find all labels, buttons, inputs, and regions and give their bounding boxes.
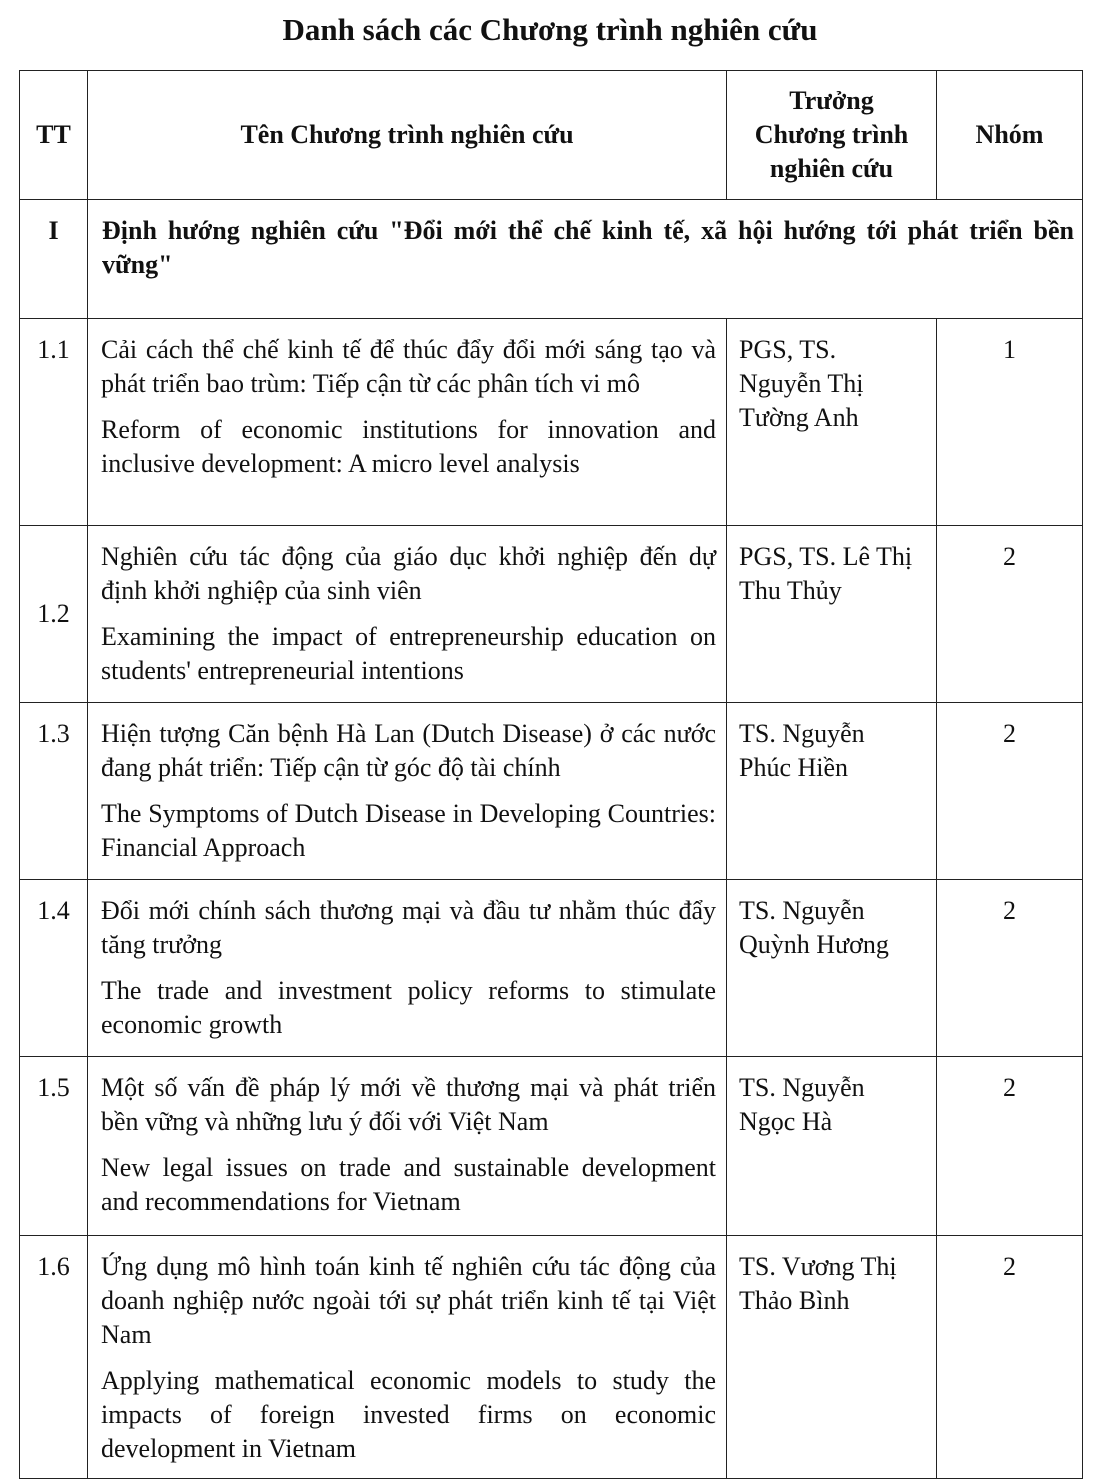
program-name-en: New legal issues on trade and sustainable development and recommendations for Vietnam: [101, 1153, 716, 1216]
program-name-vi: Ứng dụng mô hình toán kinh tế nghiên cứu tác động của doanh nghiệp nước ngoài tới sự phát triển kinh tế tại Việt Nam: [101, 1252, 716, 1349]
section-row: [20, 200, 1083, 319]
program-name-en: The Symptoms of Dutch Disease in Developing Countries: Financial Approach: [101, 799, 716, 862]
row-number: 1.3: [20, 703, 88, 880]
program-group: 2: [937, 703, 1083, 880]
row-number: 1.5: [20, 1057, 88, 1236]
header-tt: TT: [20, 71, 88, 200]
program-name-cell: [88, 880, 727, 1057]
program-name-vi: Đổi mới chính sách thương mại và đầu tư nhằm thúc đẩy tăng trưởng: [101, 896, 716, 959]
program-name-cell: [88, 319, 727, 526]
header-program-name: Tên Chương trình nghiên cứu: [88, 71, 727, 200]
program-name-cell: [88, 703, 727, 880]
header-program-leader: Trưởng Chương trình nghiên cứu: [727, 71, 937, 200]
program-name-en: The trade and investment policy reforms to stimulate economic growth: [101, 976, 716, 1039]
program-group: 2: [937, 1236, 1083, 1479]
program-name-vi: Một số vấn đề pháp lý mới về thương mại và phát triển bền vững và những lưu ý đối với Việt Nam: [101, 1073, 716, 1136]
table-row: [20, 703, 1083, 880]
program-name-cell: [88, 1057, 727, 1236]
program-group: 2: [937, 880, 1083, 1057]
program-name-en: Examining the impact of entrepreneurship education on students' entrepreneurial intentions: [101, 622, 716, 685]
table-row: [20, 1236, 1083, 1479]
program-leader: PGS, TS. Lê Thị Thu Thủy: [727, 526, 937, 703]
table-row: [20, 1057, 1083, 1236]
program-name-en: Reform of economic institutions for innovation and inclusive development: A micro level analysis: [101, 415, 716, 478]
program-group: 2: [937, 1057, 1083, 1236]
section-number: I: [20, 200, 88, 319]
program-leader: PGS, TS. Nguyễn Thị Tường Anh: [727, 319, 937, 526]
program-name-cell: [88, 526, 727, 703]
page-title: Danh sách các Chương trình nghiên cứu: [282, 12, 818, 47]
program-name-en: Applying mathematical economic models to study the impacts of foreign invested firms on economic development in Vietnam: [101, 1366, 716, 1463]
program-leader: TS. Nguyễn Phúc Hiền: [727, 703, 937, 880]
program-leader: TS. Vương Thị Thảo Bình: [727, 1236, 937, 1479]
program-leader: TS. Nguyễn Quỳnh Hương: [727, 880, 937, 1057]
row-number: 1.1: [20, 319, 88, 526]
table-row: [20, 880, 1083, 1057]
table-header-row: [20, 71, 1083, 200]
row-number: 1.4: [20, 880, 88, 1057]
program-group: 2: [937, 526, 1083, 703]
row-number: 1.6: [20, 1236, 88, 1479]
program-name-vi: Nghiên cứu tác động của giáo dục khởi nghiệp đến dự định khởi nghiệp của sinh viên: [101, 542, 716, 605]
header-group: Nhóm: [937, 71, 1083, 200]
program-leader: TS. Nguyễn Ngọc Hà: [727, 1057, 937, 1236]
program-group: 1: [937, 319, 1083, 526]
research-programs-table: [19, 70, 1083, 1479]
program-name-vi: Hiện tượng Căn bệnh Hà Lan (Dutch Disease) ở các nước đang phát triển: Tiếp cận từ góc độ tài chính: [101, 719, 716, 782]
section-title: Định hướng nghiên cứu "Đổi mới thể chế kinh tế, xã hội hướng tới phát triển bền vững": [88, 200, 1083, 319]
program-name-cell: [88, 1236, 727, 1479]
table-row: [20, 319, 1083, 526]
row-number: 1.2: [20, 526, 88, 703]
program-name-vi: Cải cách thể chế kinh tế để thúc đẩy đổi mới sáng tạo và phát triển bao trùm: Tiếp cận từ các phân tích vi mô: [101, 335, 716, 398]
table-row: [20, 526, 1083, 703]
